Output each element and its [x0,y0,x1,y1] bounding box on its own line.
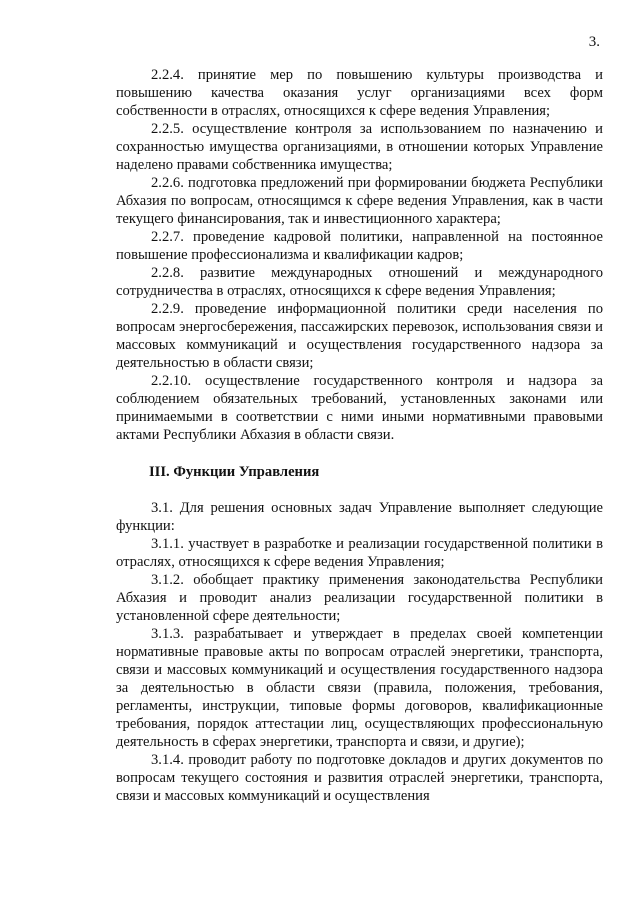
paragraph-3-1: 3.1. Для решения основных задач Управление выполняет следующие функции: [116,500,603,534]
section-heading: III. Функции Управления [149,464,320,480]
document-body [116,66,603,805]
paragraph-2-2-8: 2.2.8. развитие международных отношений и международного сотрудничества в отраслях, относящихся к сфере ведения Управления; [116,265,603,299]
paragraph-2-2-6: 2.2.6. подготовка предложений при формировании бюджета Республики Абхазия по вопросам, относящимся к сфере ведения Управления, как в части текущего финансирования, так и инвестиционного характера; [116,175,603,227]
paragraph-2-2-5: 2.2.5. осуществление контроля за использованием по назначению и сохранностью имущества организациями, в отношении которых Управление наделено правами собственника имущества; [116,121,603,173]
paragraph-3-1-3: 3.1.3. разрабатывает и утверждает в пределах своей компетенции нормативные правовые акты по вопросам отраслей энергетики, транспорта, связи и массовых коммуникаций и осуществления государственного надзора за деятельностью в области связи (правила, положения, требования, регламенты, инструкции, типовые формы договоров, квалификационные требования, порядок аттестации лиц, осуществляющих профессиональную деятельность в сферах энергетики, транспорта и связи, и другие); [116,626,603,750]
page-number: 3. [588,34,600,50]
paragraph-2-2-7: 2.2.7. проведение кадровой политики, направленной на постоянное повышение профессионализма и квалификации кадров; [116,229,603,263]
paragraph-3-1-2: 3.1.2. обобщает практику применения законодательства Республики Абхазия и проводит анализ реализации государственной политики в установленной сфере деятельности; [116,572,603,624]
paragraph-3-1-1: 3.1.1. участвует в разработке и реализации государственной политики в отраслях, относящихся к сфере ведения Управления; [116,536,603,570]
paragraph-2-2-10: 2.2.10. осуществление государственного контроля и надзора за соблюдением обязательных требований, установленных законами или принимаемыми в соответствии с ними иными нормативными правовыми актами Республики Абхазия в области связи. [116,373,603,443]
paragraph-3-1-4: 3.1.4. проводит работу по подготовке докладов и других документов по вопросам текущего состояния и развития отраслей энергетики, транспорта, связи и массовых коммуникаций и осуществления [116,752,603,804]
paragraph-2-2-4: 2.2.4. принятие мер по повышению культуры производства и повышению качества оказания услуг организациями всех форм собственности в отраслях, относящихся к сфере ведения Управления; [116,67,603,119]
paragraph-2-2-9: 2.2.9. проведение информационной политики среди населения по вопросам энергосбережения, пассажирских перевозок, использования связи и массовых коммуникаций и осуществления государственного надзора за деятельностью в области связи; [116,301,603,371]
